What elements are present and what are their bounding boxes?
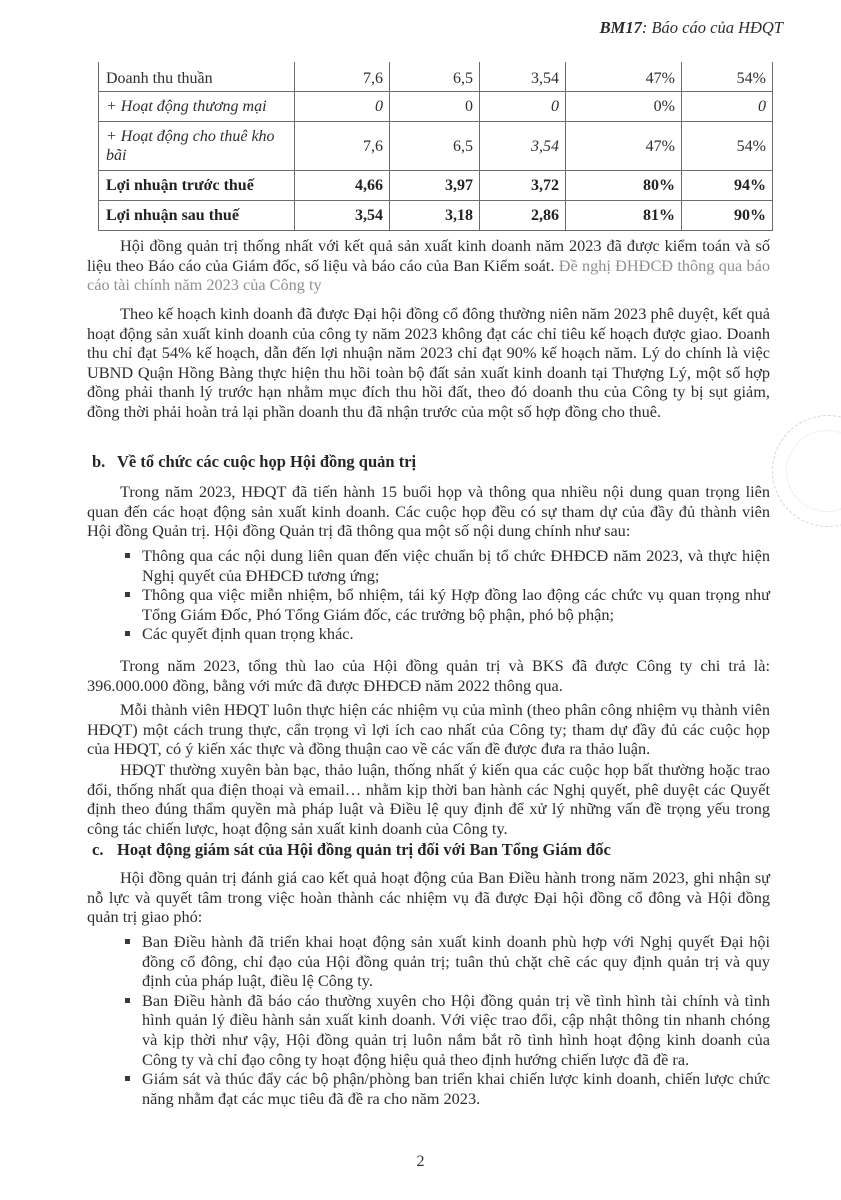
list-item-text: Thông qua việc miễn nhiệm, bổ nhiệm, tái ký Hợp đồng lao động các chức vụ quan trọng như Tổng Giám Đốc, Phó Tổng Giám đốc, các trưởng bộ phận, phó bộ phận;	[142, 585, 770, 624]
square-bullet-icon	[125, 939, 130, 944]
list-item-text: Các quyết định quan trọng khác.	[142, 624, 354, 644]
list-item-text: Ban Điều hành đã triển khai hoạt động sản xuất kinh doanh phù hợp với Nghị quyết Đại hội đồng cổ đông, chỉ đạo của Hội đồng quản trị; tuân thủ chặt chẽ các quy định quản trị và quy định của pháp luật, điều lệ Công ty.	[142, 932, 770, 991]
list-item	[142, 991, 770, 1069]
list-item	[142, 1069, 770, 1108]
table-cell: 0%	[566, 92, 682, 122]
meetings-bullet-list	[142, 546, 770, 644]
table-cell: 3,72	[480, 171, 566, 201]
table-cell: 0	[390, 92, 480, 122]
paragraph-text: Hội đồng quản trị đánh giá cao kết quả hoạt động của Ban Điều hành trong năm 2023, ghi nhận sự nỗ lực và quyết tâm trong việc hoàn thành các nhiệm vụ đã được Đại hội đồng cổ đông và Hội đồng quản trị giao phó:	[87, 868, 770, 927]
square-bullet-icon	[125, 553, 130, 558]
row-label: Doanh thu thuần	[99, 62, 295, 92]
square-bullet-icon	[125, 631, 130, 636]
section-title: Hoạt động giám sát của Hội đồng quản trị đối với Ban Tổng Giám đốc	[117, 840, 611, 859]
paragraph-text: Trong năm 2023, tổng thù lao của Hội đồng quản trị và BKS đã được Công ty chi trả là: 396.000.000 đồng, bằng với mức đã được ĐHĐCĐ năm 2022 thông qua.	[87, 656, 770, 695]
paragraph-supervision-intro	[87, 868, 770, 927]
table-cell: 3,54	[480, 122, 566, 171]
paragraph-board-agreement	[87, 236, 770, 295]
square-bullet-icon	[125, 998, 130, 1003]
list-item-text: Giám sát và thúc đẩy các bộ phận/phòng ban triển khai chiến lược kinh doanh, chiến lược chức năng nhằm đạt các mục tiêu đã đề ra cho năm 2023.	[142, 1069, 770, 1108]
table-cell: 4,66	[295, 171, 390, 201]
list-item-text: Ban Điều hành đã báo cáo thường xuyên cho Hội đồng quản trị về tình hình tài chính và tình hình quản lý điều hành sản xuất kinh doanh. Với việc trao đổi, cập nhật thông tin nhanh chóng và kịp thời như vậy, Hội đồng quản trị luôn nắm bắt rõ tình hình hoạt động kinh doanh của Công ty và chỉ đạo công ty hoạt động hiệu quả theo định hướng chiến lược đã đề ra.	[142, 990, 770, 1069]
table-cell: 3,54	[480, 62, 566, 92]
row-label: Lợi nhuận trước thuế	[99, 171, 295, 201]
table-row	[99, 201, 773, 231]
section-letter: c.	[92, 840, 104, 859]
table-cell: 6,5	[390, 122, 480, 171]
table-cell: 6,5	[390, 62, 480, 92]
table-cell: 7,6	[295, 62, 390, 92]
table-cell: 54%	[682, 122, 773, 171]
financial-results-table	[98, 62, 773, 231]
table-cell: 81%	[566, 201, 682, 231]
paragraph-text: Trong năm 2023, HĐQT đã tiến hành 15 buổi họp và thông qua nhiều nội dung quan trọng liên quan đến các hoạt động sản xuất kinh doanh. Các cuộc họp đều có sự tham dự của đầy đủ thành viên Hội đồng Quản trị. Hội đồng Quản trị đã thông qua một số nội dung chính như sau:	[87, 482, 770, 541]
section-letter: b.	[92, 452, 106, 471]
row-label: + Hoạt động cho thuê kho bãi	[99, 122, 295, 171]
table-cell: 3,54	[295, 201, 390, 231]
section-b-heading	[92, 452, 416, 472]
square-bullet-icon	[125, 1076, 130, 1081]
section-title: Về tổ chức các cuộc họp Hội đồng quản trị	[117, 452, 417, 471]
list-item-text: Thông qua các nội dung liên quan đến việc chuẩn bị tổ chức ĐHĐCĐ năm 2023, và thực hiện Nghị quyết của ĐHĐCĐ tương ứng;	[142, 546, 770, 585]
table-cell: 0	[682, 92, 773, 122]
paragraph-text: Theo kế hoạch kinh doanh đã được Đại hội đồng cổ đông thường niên năm 2023 phê duyệt, kết quả hoạt động sản xuất kinh doanh của công ty năm 2023 không đạt các chỉ tiêu kế hoạch được giao. Doanh thu chỉ đạt 54% kế hoạch, dẫn đến lợi nhuận năm 2023 chỉ đạt 90% kế hoạch năm. Lý do chính là việc UBND Quận Hồng Bàng thực hiện thu hồi toàn bộ đất sản xuất kinh doanh tại Thượng Lý, một số hợp đồng phải thanh lý trước hạn nhằm mục đích thu hồi đất, theo đó doanh thu của Công ty bị sụt giảm, đồng thời phải hoàn trả lại phần doanh thu đã nhận trước của một số hợp đồng cho thuê.	[87, 304, 770, 421]
table-row	[99, 122, 773, 171]
table-row	[99, 62, 773, 92]
faded-proposal-text: Đề nghị ĐHĐCĐ thông qua báo cáo tài chính năm 2023 của Công ty	[87, 255, 770, 295]
page-number: 2	[416, 1153, 425, 1170]
table-cell: 7,6	[295, 122, 390, 171]
row-label: + Hoạt động thương mại	[99, 92, 295, 122]
table-cell: 94%	[682, 171, 773, 201]
table-cell: 2,86	[480, 201, 566, 231]
paragraph-text: Mỗi thành viên HĐQT luôn thực hiện các nhiệm vụ của mình (theo phân công nhiệm vụ thành viên HĐQT) một cách trung thực, cẩn trọng vì lợi ích cao nhất của Công ty; tham dự đầy đủ các cuộc họp của HĐQT, có ý kiến xác thực và đồng thuận cao về các vấn đề được đưa ra thảo luận.	[87, 700, 770, 759]
table-row	[99, 92, 773, 122]
section-c-heading	[92, 840, 611, 860]
table-cell: 47%	[566, 62, 682, 92]
paragraph-regular-discussion	[87, 760, 770, 838]
paragraph-members-duties	[87, 700, 770, 759]
table-row	[99, 171, 773, 201]
table-cell: 3,97	[390, 171, 480, 201]
paragraph-text: HĐQT thường xuyên bàn bạc, thảo luận, thống nhất ý kiến qua các cuộc họp bất thường hoặc trao đổi, thống nhất qua điện thoại và email… nhằm kịp thời ban hành các Nghị quyết, phê duyệt các Quyết định theo đúng thẩm quyền mà pháp luật và Điều lệ quy định để xử lý những vấn đề trọng yếu trong công tác chiến lược, hoạt động sản xuất kinh doanh của Công ty.	[87, 760, 770, 838]
paragraph-meetings-intro	[87, 482, 770, 541]
running-header	[600, 18, 783, 38]
paragraph-text: Hội đồng quản trị thống nhất với kết quả sản xuất kinh doanh năm 2023 đã được kiểm toán và số liệu theo Báo cáo của Giám đốc, số liệu và báo cáo của Ban Kiểm soát.	[87, 236, 770, 275]
table-cell: 0	[295, 92, 390, 122]
table-cell: 80%	[566, 171, 682, 201]
list-item	[142, 585, 770, 624]
table-cell: 90%	[682, 201, 773, 231]
paragraph-remuneration	[87, 656, 770, 695]
table-cell: 54%	[682, 62, 773, 92]
form-code: BM17	[599, 18, 642, 37]
list-item	[142, 932, 770, 991]
square-bullet-icon	[125, 592, 130, 597]
supervision-bullet-list	[142, 932, 770, 1108]
table-cell: 0	[480, 92, 566, 122]
row-label: Lợi nhuận sau thuế	[99, 201, 295, 231]
paragraph-plan-results	[87, 304, 770, 422]
header-title: : Báo cáo của HĐQT	[641, 18, 783, 37]
list-item	[142, 624, 770, 644]
table-cell: 3,18	[390, 201, 480, 231]
table-cell: 47%	[566, 122, 682, 171]
list-item	[142, 546, 770, 585]
